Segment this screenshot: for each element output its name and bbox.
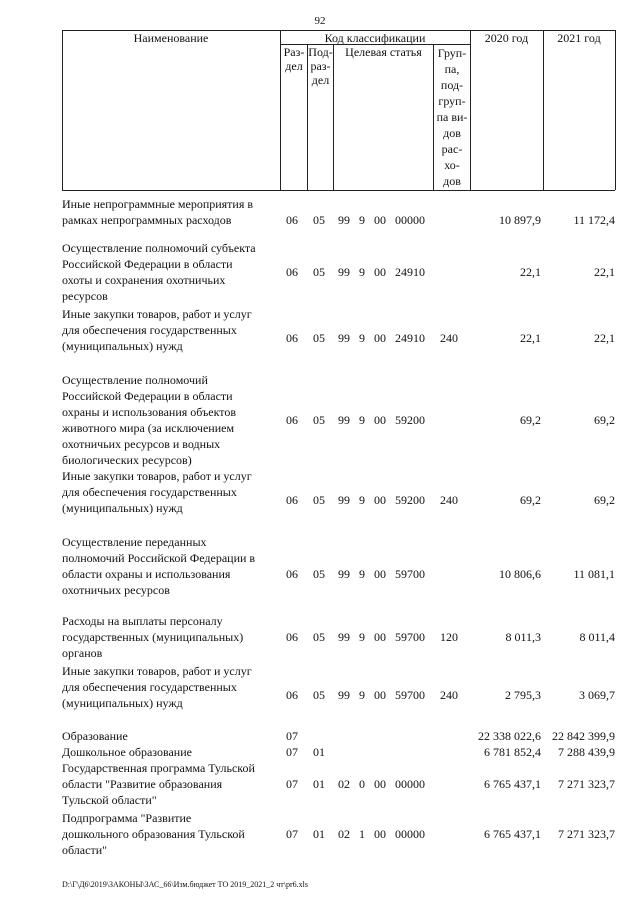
cell-2021: 69,2 xyxy=(594,413,615,427)
cell-target-subprogram: 9 xyxy=(359,630,365,644)
cell-razdel: 06 xyxy=(286,213,298,227)
cell-target-direction: 24910 xyxy=(395,265,425,279)
cell-2021: 22,1 xyxy=(594,331,615,345)
header-2021: 2021 год xyxy=(557,31,601,45)
cell-2020: 6 781 852,4 xyxy=(484,745,541,759)
cell-podrazdel: 05 xyxy=(313,213,325,227)
cell-target-subprogram: 1 xyxy=(359,827,365,841)
cell-target-main: 00 xyxy=(374,493,386,507)
cell-razdel: 07 xyxy=(286,745,298,759)
cell-target-main: 00 xyxy=(374,265,386,279)
cell-razdel: 07 xyxy=(286,777,298,791)
cell-target-direction: 00000 xyxy=(395,827,425,841)
cell-target-main: 00 xyxy=(374,213,386,227)
cell-target-program: 99 xyxy=(338,413,350,427)
header-razdel: Раз- дел xyxy=(283,45,305,73)
cell-target-program: 99 xyxy=(338,493,350,507)
cell-podrazdel: 05 xyxy=(313,630,325,644)
row-name: Расходы на выплаты персоналу государственных (муниципальных) органов xyxy=(62,614,244,660)
cell-podrazdel: 01 xyxy=(313,827,325,841)
cell-target-subprogram: 9 xyxy=(359,265,365,279)
cell-2021: 22 842 399,9 xyxy=(552,729,615,743)
cell-2021: 8 011,4 xyxy=(579,630,615,644)
cell-target-main: 00 xyxy=(374,688,386,702)
cell-2020: 10 806,6 xyxy=(499,567,541,581)
cell-target-subprogram: 9 xyxy=(359,493,365,507)
cell-razdel: 06 xyxy=(286,630,298,644)
file-path-footer: D:\Г\Д6\2019\ЗАКОНЫ\ЗАС_66\Изм.бюджет ТО 2019_2021_2 чт\pr6.xls xyxy=(62,880,308,889)
cell-target-subprogram: 0 xyxy=(359,777,365,791)
cell-target-direction: 59700 xyxy=(395,688,425,702)
header-group: Груп- па, под- груп- па ви- дов рас- хо- дов xyxy=(436,46,468,188)
cell-target-subprogram: 9 xyxy=(359,213,365,227)
cell-target-subprogram: 9 xyxy=(359,688,365,702)
cell-target-direction: 00000 xyxy=(395,777,425,791)
cell-2020: 22 338 022,6 xyxy=(478,729,541,743)
cell-2020: 69,2 xyxy=(520,413,541,427)
page-number: 92 xyxy=(314,15,326,27)
row-name: Дошкольное образование xyxy=(62,745,192,759)
cell-razdel: 06 xyxy=(286,567,298,581)
cell-2021: 7 271 323,7 xyxy=(558,777,615,791)
cell-2021: 22,1 xyxy=(594,265,615,279)
row-name: Подпрограмма "Развитие дошкольного образования Тульской области" xyxy=(62,811,245,857)
row-name: Государственная программа Тульской области "Развитие образования Тульской области" xyxy=(62,761,255,807)
cell-target-program: 99 xyxy=(338,265,350,279)
cell-target-program: 99 xyxy=(338,688,350,702)
row-name: Осуществление полномочий субъекта Российской Федерации в области охоты и сохранения охотничьих ресурсов xyxy=(62,241,256,303)
cell-podrazdel: 01 xyxy=(313,777,325,791)
row-name: Иные закупки товаров, работ и услуг для обеспечения государственных (муниципальных) нужд xyxy=(62,469,252,515)
row-name: Осуществление полномочий Российской Федерации в области охраны и использования объектов животного мира (за исключением охотничьих ресурсов и водных биологических ресурсов) xyxy=(62,373,237,467)
cell-podrazdel: 05 xyxy=(313,331,325,345)
cell-group: 240 xyxy=(440,331,458,345)
cell-target-main: 00 xyxy=(374,331,386,345)
header-podrazdel: Под- раз- дел xyxy=(308,45,333,87)
cell-2021: 11 172,4 xyxy=(573,213,615,227)
cell-razdel: 07 xyxy=(286,729,298,743)
cell-2020: 22,1 xyxy=(520,265,541,279)
cell-target-program: 02 xyxy=(338,777,350,791)
cell-2021: 7 288 439,9 xyxy=(558,745,615,759)
cell-razdel: 06 xyxy=(286,265,298,279)
cell-target-program: 99 xyxy=(338,331,350,345)
cell-2021: 69,2 xyxy=(594,493,615,507)
cell-2020: 69,2 xyxy=(520,493,541,507)
cell-target-program: 99 xyxy=(338,567,350,581)
row-name: Образование xyxy=(62,729,128,743)
header-name: Наименование xyxy=(133,31,209,45)
cell-podrazdel: 05 xyxy=(313,413,325,427)
cell-razdel: 06 xyxy=(286,493,298,507)
cell-target-subprogram: 9 xyxy=(359,331,365,345)
cell-target-program: 99 xyxy=(338,213,350,227)
cell-target-main: 00 xyxy=(374,630,386,644)
cell-target-direction: 24910 xyxy=(395,331,425,345)
cell-target-main: 00 xyxy=(374,413,386,427)
cell-2020: 8 011,3 xyxy=(505,630,541,644)
cell-podrazdel: 01 xyxy=(313,745,325,759)
cell-target-main: 00 xyxy=(374,567,386,581)
cell-target-main: 00 xyxy=(374,777,386,791)
cell-group: 120 xyxy=(440,630,458,644)
cell-group: 240 xyxy=(440,688,458,702)
cell-target-direction: 59700 xyxy=(395,567,425,581)
cell-group: 240 xyxy=(440,493,458,507)
cell-podrazdel: 05 xyxy=(313,265,325,279)
cell-target-subprogram: 9 xyxy=(359,567,365,581)
cell-2021: 7 271 323,7 xyxy=(558,827,615,841)
cell-razdel: 07 xyxy=(286,827,298,841)
cell-target-direction: 00000 xyxy=(395,213,425,227)
row-name: Иные непрограммные мероприятия в рамках непрограммных расходов xyxy=(62,197,254,227)
cell-podrazdel: 05 xyxy=(313,567,325,581)
cell-target-program: 99 xyxy=(338,630,350,644)
row-name: Иные закупки товаров, работ и услуг для обеспечения государственных (муниципальных) нужд xyxy=(62,307,252,353)
cell-2020: 6 765 437,1 xyxy=(484,777,541,791)
cell-target-direction: 59700 xyxy=(395,630,425,644)
cell-2020: 6 765 437,1 xyxy=(484,827,541,841)
header-target: Целевая статья xyxy=(345,45,422,59)
cell-2020: 22,1 xyxy=(520,331,541,345)
cell-2020: 10 897,9 xyxy=(499,213,541,227)
cell-podrazdel: 05 xyxy=(313,688,325,702)
row-name: Иные закупки товаров, работ и услуг для обеспечения государственных (муниципальных) нужд xyxy=(62,664,252,710)
cell-2021: 3 069,7 xyxy=(579,688,615,702)
header-code: Код классификации xyxy=(324,31,426,45)
cell-target-direction: 59200 xyxy=(395,413,425,427)
cell-target-program: 02 xyxy=(338,827,350,841)
cell-target-direction: 59200 xyxy=(395,493,425,507)
cell-target-subprogram: 9 xyxy=(359,413,365,427)
cell-razdel: 06 xyxy=(286,688,298,702)
header-2020: 2020 год xyxy=(484,31,529,45)
row-name: Осуществление переданных полномочий Российской Федерации в области охраны и использования охотничьих ресурсов xyxy=(62,535,256,597)
cell-2021: 11 081,1 xyxy=(573,567,615,581)
cell-target-main: 00 xyxy=(374,827,386,841)
cell-podrazdel: 05 xyxy=(313,493,325,507)
cell-razdel: 06 xyxy=(286,331,298,345)
cell-razdel: 06 xyxy=(286,413,298,427)
cell-2020: 2 795,3 xyxy=(505,688,541,702)
